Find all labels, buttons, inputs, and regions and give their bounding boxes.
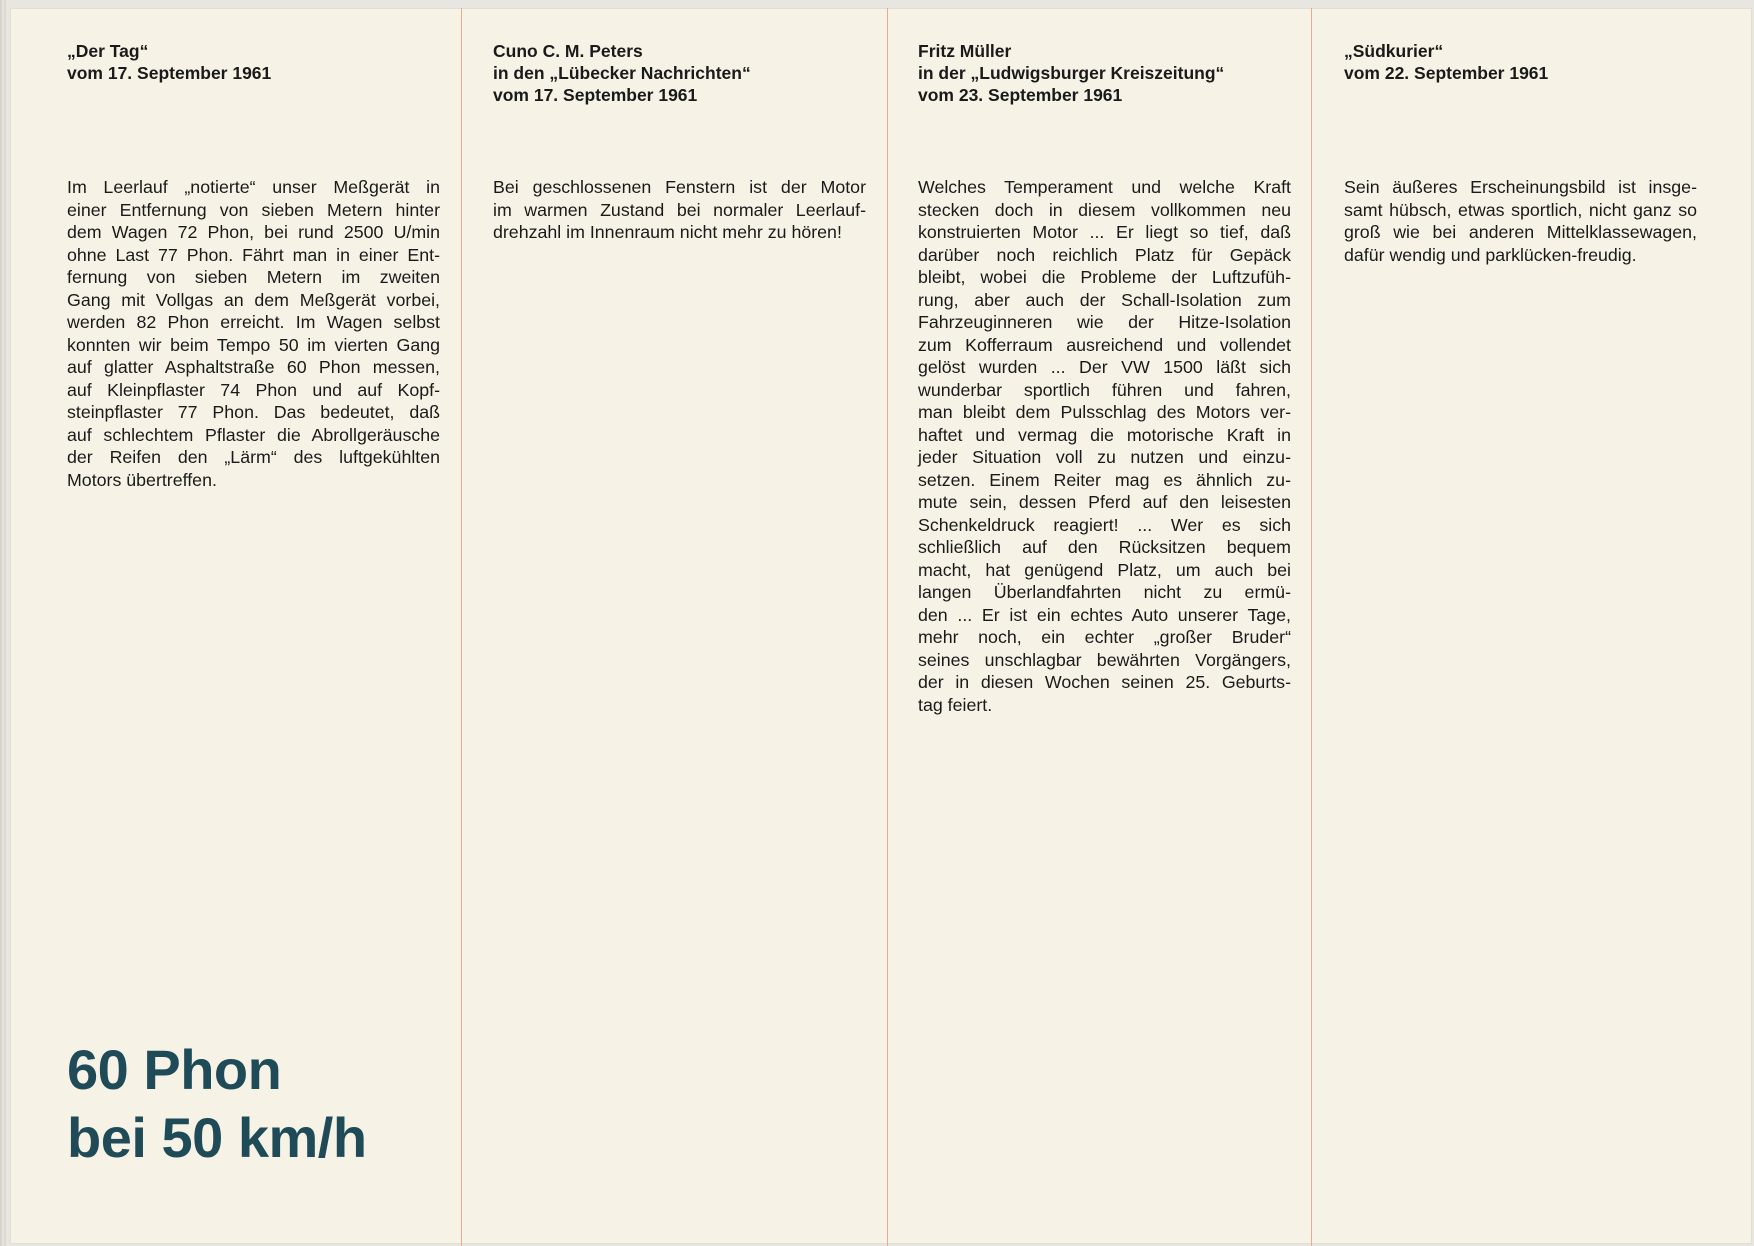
source-date: vom 17. September 1961 [493, 85, 698, 105]
quote-text [67, 176, 440, 491]
quote-line: mehr noch, ein echter „großer Bruder“ [918, 627, 1291, 647]
author-name: Fritz Müller [918, 41, 1012, 61]
fold-line-3 [1311, 8, 1312, 1246]
quote-line: fernung von sieben Metern im zweiten [67, 267, 440, 287]
quote-line: samt hübsch, etwas sportlich, nicht ganz so [1344, 199, 1697, 220]
author-name: Cuno C. M. Peters [493, 41, 643, 61]
source-date: vom 23. September 1961 [918, 85, 1123, 105]
quote-column-suedkurier [1344, 40, 1697, 300]
quote-line: macht, hat genügend Platz, um auch bei [918, 559, 1291, 580]
source-name: in der „Ludwigsburger Kreiszeitung“ [918, 63, 1225, 83]
quote-line: auf glatter Asphaltstraße 60 Phon messen, [67, 357, 440, 377]
quote-line: ohne Last 77 Phon. Fährt man in einer Ent- [67, 244, 440, 265]
quote-line: drehzahl im Innenraum nicht mehr zu hören! [493, 222, 842, 242]
quote-column-luebecker-nachrichten [493, 40, 866, 300]
quote-line: gelöst wurden ... Der VW 1500 läßt sich [918, 357, 1291, 377]
quote-line: konnten wir beim Tempo 50 im vierten Gang [67, 334, 440, 355]
fold-line-2 [887, 8, 888, 1246]
headline-60-phon [67, 1036, 367, 1172]
quote-line: tag feiert. [918, 694, 993, 715]
fold-line-1 [461, 8, 462, 1246]
quote-text [918, 176, 1291, 716]
quote-column-der-tag [67, 40, 440, 500]
quote-line: Gang mit Vollgas an dem Meßgerät vorbei, [67, 289, 440, 310]
quote-line: dem Wagen 72 Phon, bei rund 2500 U/min [67, 222, 440, 242]
quote-line: im warmen Zustand bei normaler Leerlauf- [493, 199, 866, 220]
quote-line: haftet und vermag die motorische Kraft in [918, 424, 1291, 445]
quote-line: der in diesen Wochen seinen 25. Geburts- [918, 672, 1291, 692]
quote-line: mute sein, dessen Pferd auf den leisesten [918, 492, 1291, 512]
quote-line: zum Kofferraum ausreichend und vollendet [918, 334, 1291, 355]
quote-source-heading [67, 40, 440, 84]
quote-line: der Reifen den „Lärm“ des luftgekühlten [67, 447, 440, 467]
quote-line: auf Kleinpflaster 74 Phon und auf Kopf- [67, 379, 440, 400]
source-date: vom 22. September 1961 [1344, 63, 1549, 83]
headline-line-1: 60 Phon [67, 1038, 282, 1101]
source-name: in den „Lübecker Nachrichten“ [493, 63, 751, 83]
quote-line: rung, aber auch der Schall-Isolation zum [918, 289, 1291, 310]
quote-line: Im Leerlauf „notierte“ unser Meßgerät in [67, 177, 440, 197]
quote-line: man bleibt dem Pulsschlag des Motors ver- [918, 402, 1291, 422]
quote-column-ludwigsburger-kreiszeitung [918, 40, 1291, 740]
quote-line: langen Überlandfahrten nicht zu ermü- [918, 582, 1291, 602]
source-name: „Der Tag“ [67, 41, 149, 61]
quote-line: wunderbar sportlich führen und fahren, [918, 379, 1291, 400]
quote-line: Schenkeldruck reagiert! ... Wer es sich [918, 514, 1291, 535]
quote-line: seines unschlagbar bewährten Vorgängers, [918, 649, 1291, 670]
quote-line: einer Entfernung von sieben Metern hinter [67, 199, 440, 220]
source-date: vom 17. September 1961 [67, 63, 272, 83]
quote-line: den ... Er ist ein echtes Auto unserer Tage, [918, 604, 1291, 625]
quote-line: Bei geschlossenen Fenstern ist der Motor [493, 177, 866, 197]
source-name: „Südkurier“ [1344, 41, 1444, 61]
quote-line: groß wie bei anderen Mittelklassewagen, [1344, 222, 1697, 242]
quote-line: steinpflaster 77 Phon. Das bedeutet, daß [67, 402, 440, 422]
quote-line: dafür wendig und parklücken-freudig. [1344, 244, 1637, 265]
stacked-page-edges [0, 0, 8, 1246]
quote-line: Sein äußeres Erscheinungsbild ist insge- [1344, 177, 1697, 197]
quote-source-heading [918, 40, 1291, 106]
quote-line: Motors übertreffen. [67, 469, 217, 490]
quote-line: Welches Temperament und welche Kraft [918, 177, 1291, 197]
quote-line: jeder Situation voll zu nutzen und einzu- [918, 447, 1291, 467]
quote-line: schließlich auf den Rücksitzen bequem [918, 537, 1291, 557]
headline-line-2: bei 50 km/h [67, 1106, 367, 1169]
quote-source-heading [1344, 40, 1697, 84]
quote-source-heading [493, 40, 866, 106]
quote-text [1344, 176, 1697, 266]
quote-text [493, 176, 866, 244]
quote-line: setzen. Einem Reiter mag es ähnlich zu- [918, 469, 1291, 490]
quote-line: auf schlechtem Pflaster die Abrollgeräusche [67, 424, 440, 445]
quote-line: darüber noch reichlich Platz für Gepäck [918, 244, 1291, 265]
quote-line: werden 82 Phon erreicht. Im Wagen selbst [67, 312, 440, 332]
quote-line: Fahrzeuginneren wie der Hitze-Isolation [918, 312, 1291, 332]
quote-line: stecken doch in diesem vollkommen neu [918, 199, 1291, 220]
quote-line: bleibt, wobei die Probleme der Luftzufüh- [918, 267, 1291, 287]
quote-line: konstruierten Motor ... Er liegt so tief, daß [918, 222, 1291, 242]
